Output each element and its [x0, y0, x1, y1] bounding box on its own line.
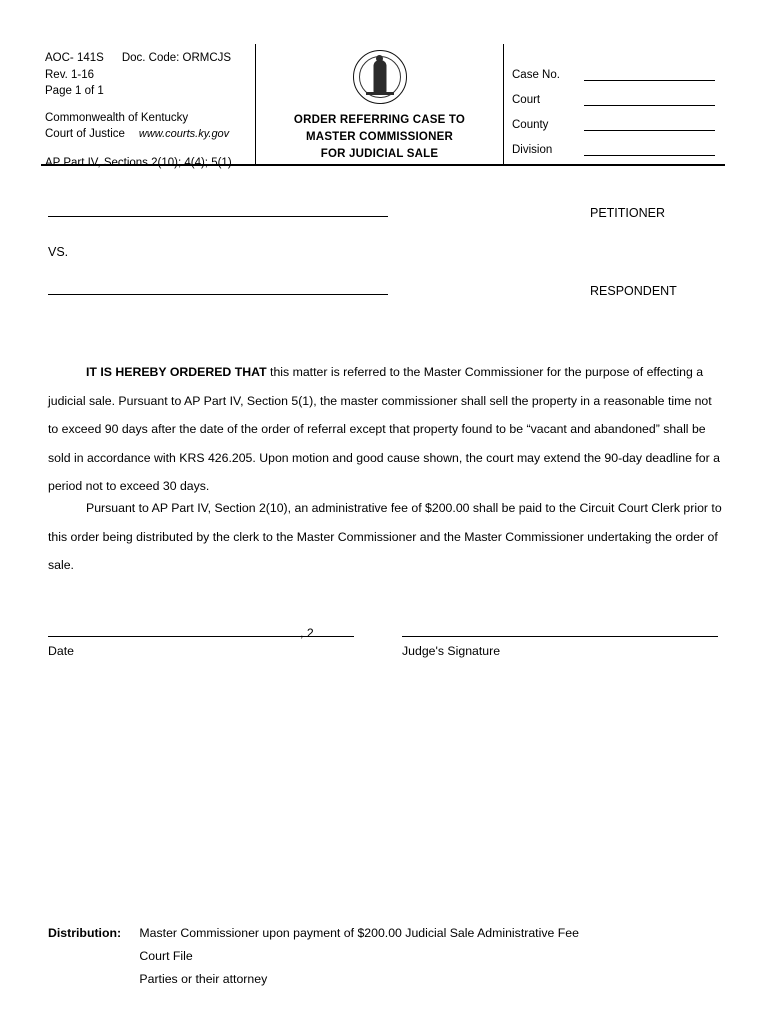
form-header	[41, 44, 725, 169]
form-title-line-2: MASTER COMMISSIONER	[306, 131, 453, 143]
respondent-label: RESPONDENT	[590, 284, 677, 298]
case-number-label: Case No.	[512, 69, 560, 81]
ap-sections-line: AP Part IV, Sections 2(10); 4(4); 5(1)	[45, 157, 232, 169]
order-paragraph-1	[48, 358, 722, 501]
year-input[interactable]	[314, 624, 354, 637]
form-number: AOC- 141S	[45, 52, 104, 64]
court-input[interactable]	[584, 91, 715, 106]
court-row	[512, 81, 717, 106]
order-lead-in: IT IS HEREBY ORDERED THAT	[86, 365, 267, 379]
distribution-items	[139, 922, 579, 991]
judge-signature-caption: Judge's Signature	[402, 644, 501, 658]
date-caption: Date	[48, 644, 74, 658]
court-label: Court	[512, 94, 541, 106]
kentucky-seal-icon	[353, 50, 407, 104]
petitioner-label: PETITIONER	[590, 206, 666, 220]
order-paragraph-2-text: Pursuant to AP Part IV, Section 2(10), an administrative fee of $200.00 shall be paid to the Circuit Court Clerk prior to this order being distributed by the clerk to the Master Commissioner and the Master Commissioner undertaking the order of sale.	[48, 501, 722, 572]
county-label: County	[512, 119, 549, 131]
list-item: Parties or their attorney	[139, 972, 268, 986]
form-page-number: Page 1 of 1	[45, 85, 104, 97]
distribution-block	[48, 922, 579, 991]
list-item: Court File	[139, 949, 193, 963]
commonwealth-line: Commonwealth of Kentucky	[45, 112, 189, 124]
header-center-title	[256, 44, 504, 164]
order-paragraph-1-text: this matter is referred to the Master Commissioner for the purpose of effecting a judicial sale. Pursuant to AP Part IV, Section 5(1), the master commissioner shall sell the property in a reasonable time not to exceed 90 days after the date of the order of referral except that property found to be “vacant and abandoned” shall be sold in accordance with KRS 426.205. Upon motion and good cause shown, the court may extend the 90-day deadline for a period not to exceed 30 days.	[48, 365, 720, 493]
form-title-line-1: ORDER REFERRING CASE TO	[293, 114, 466, 126]
list-item: Master Commissioner upon payment of $200.00 Judicial Sale Administrative Fee	[139, 926, 579, 940]
county-row	[512, 106, 717, 131]
case-number-input[interactable]	[584, 66, 715, 81]
form-revision: Rev. 1-16	[45, 69, 95, 81]
distribution-label: Distribution:	[48, 926, 122, 940]
division-input[interactable]	[584, 141, 715, 156]
division-label: Division	[512, 144, 553, 156]
judge-signature-input[interactable]	[402, 636, 718, 637]
header-case-fields	[504, 44, 725, 164]
respondent-input[interactable]	[48, 294, 388, 295]
year-prefix: , 2	[300, 626, 314, 640]
court-of-justice-line: Court of Justice	[45, 128, 125, 140]
county-input[interactable]	[584, 116, 715, 131]
courts-website-link[interactable]: www.courts.ky.gov	[138, 128, 230, 140]
date-year-field	[300, 624, 354, 640]
doc-code: Doc. Code: ORMCJS	[121, 52, 232, 64]
division-row	[512, 131, 717, 156]
order-paragraph-2	[48, 494, 722, 580]
case-number-row	[512, 56, 717, 81]
form-title-line-3: FOR JUDICIAL SALE	[320, 148, 439, 160]
versus-label: VS.	[48, 245, 69, 259]
petitioner-input[interactable]	[48, 216, 388, 217]
date-input[interactable]	[48, 636, 338, 637]
header-left-identification	[41, 44, 256, 169]
